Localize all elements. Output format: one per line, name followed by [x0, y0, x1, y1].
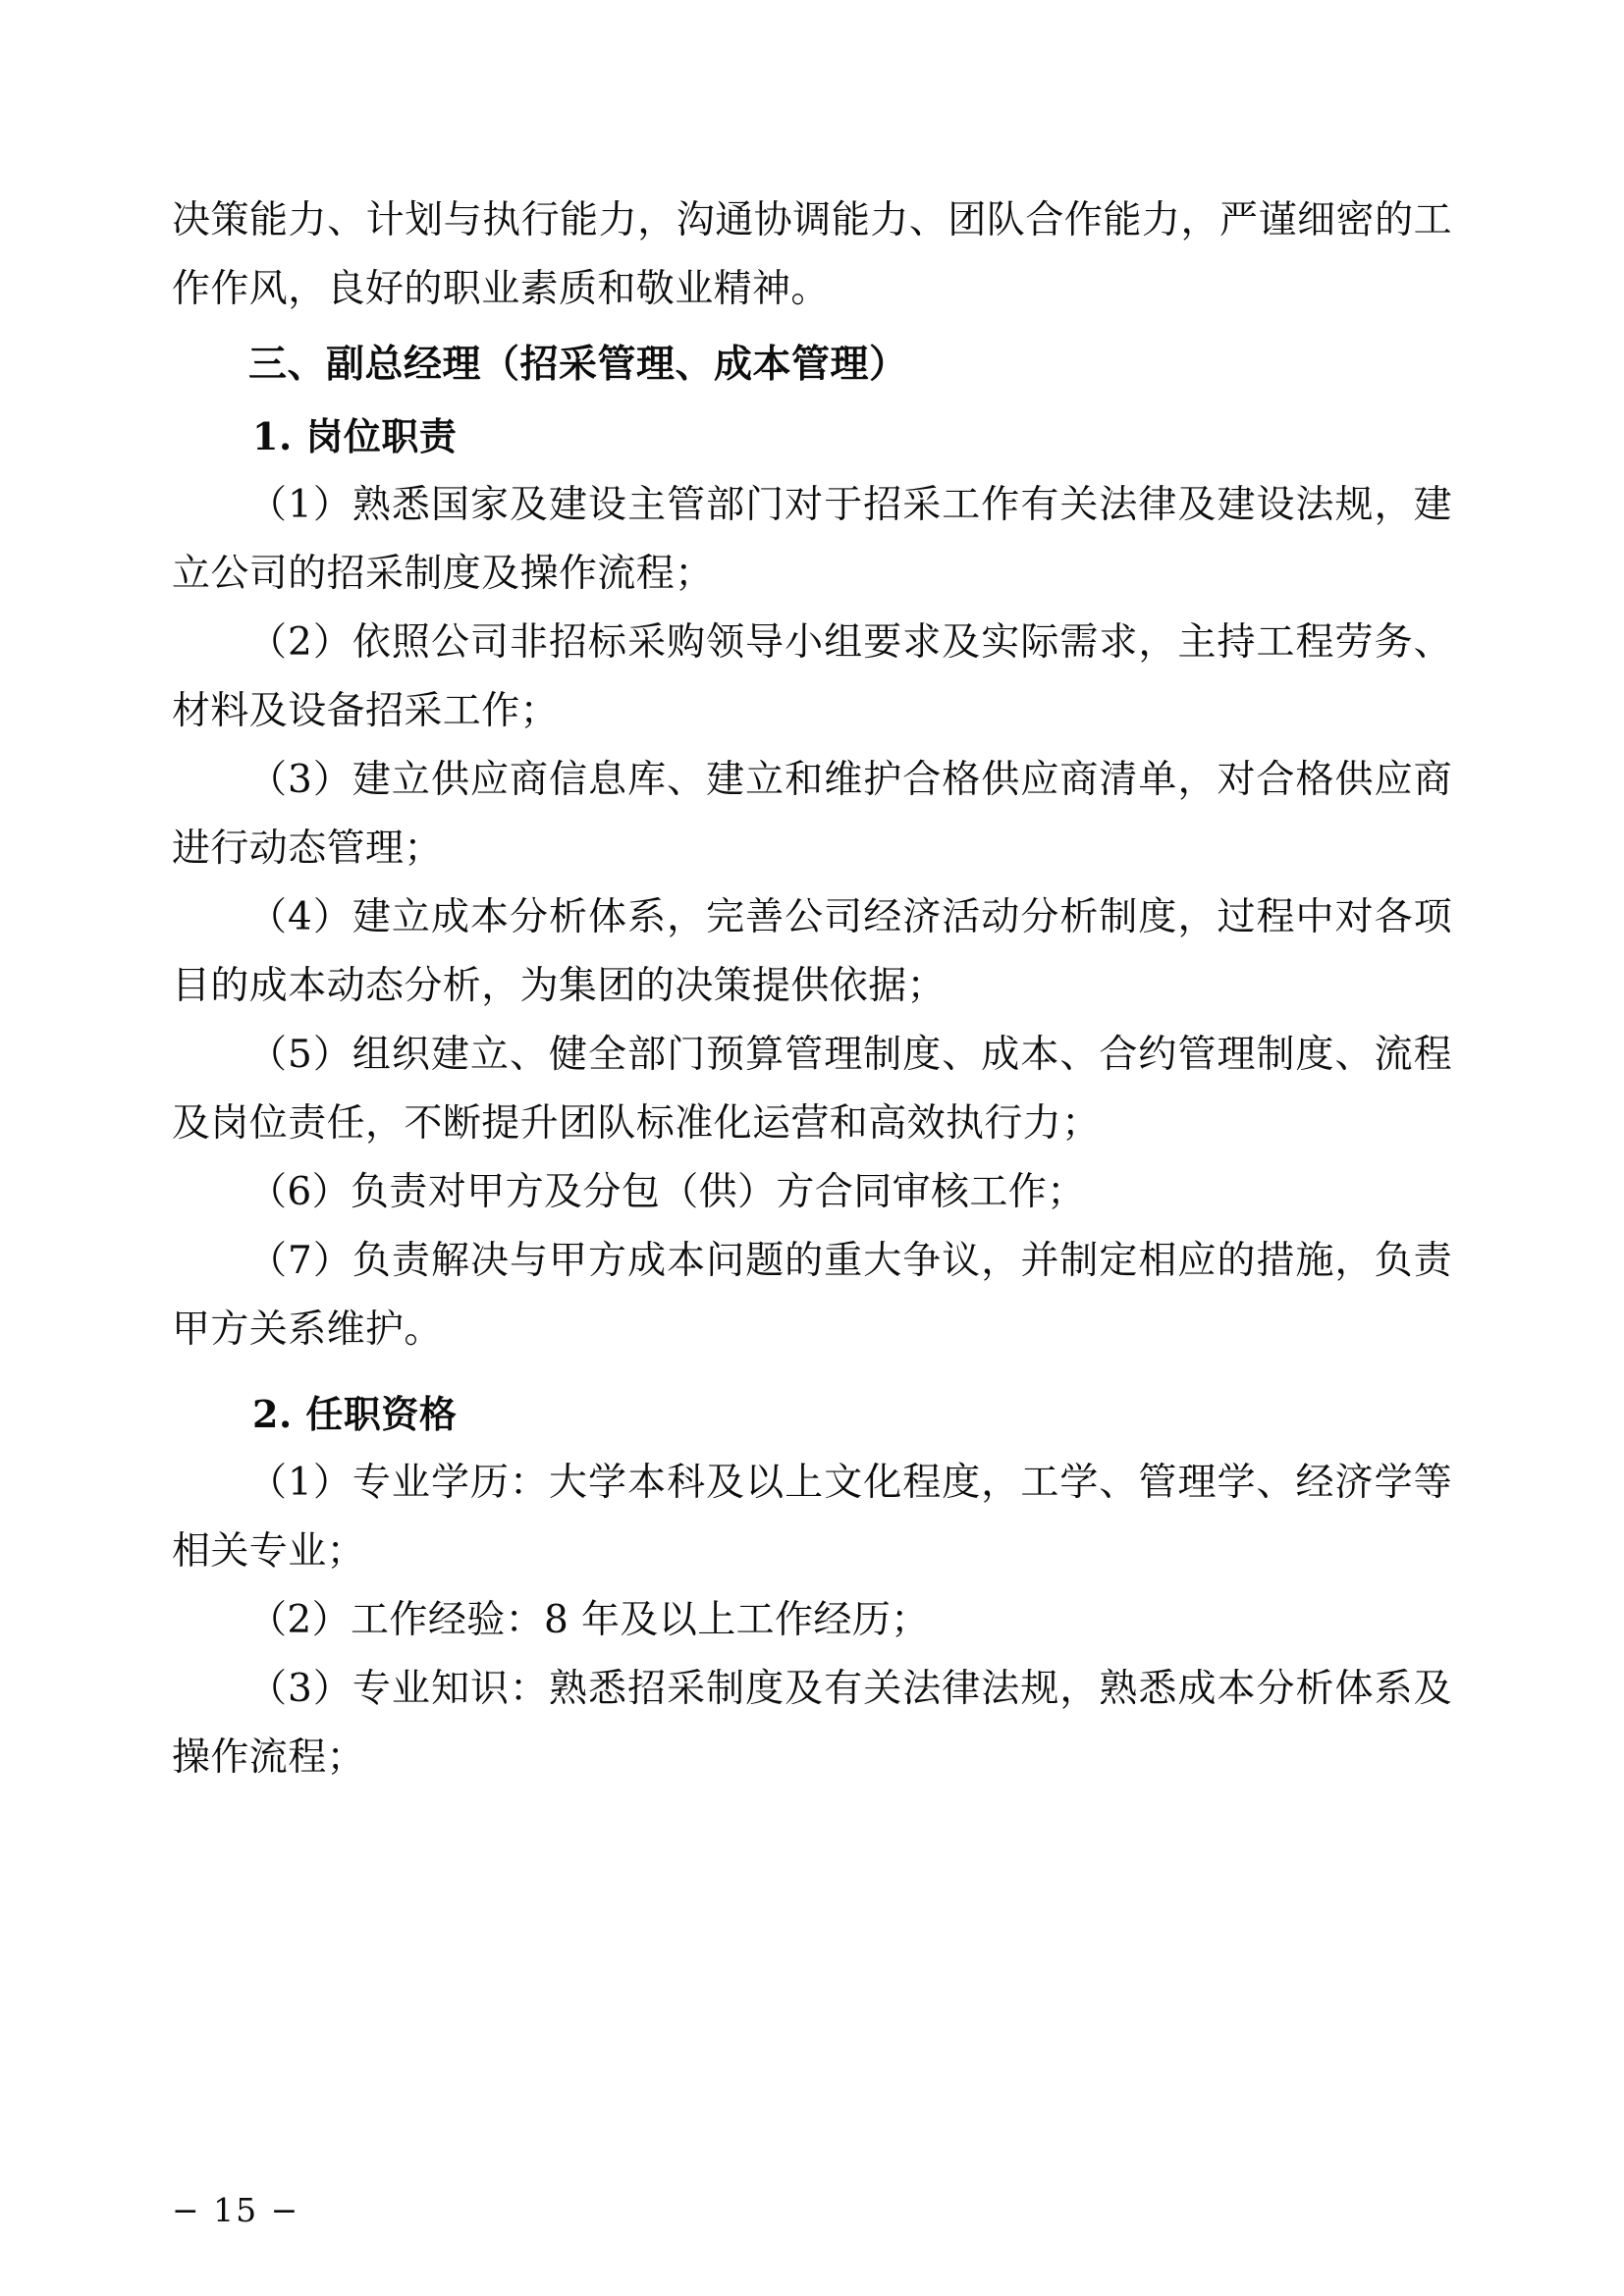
subsection-heading-qualifications: 2. 任职资格	[252, 1392, 458, 1436]
subsection-heading-duties: 1. 岗位职责	[252, 414, 458, 458]
qualification-item-1: （1）专业学历：大学本科及以上文化程度，工学、管理学、经济学等相关专业；	[172, 1461, 1452, 1574]
duty-item-4: （4）建立成本分析体系，完善公司经济活动分析制度，过程中对各项目的成本动态分析，为集团的决策提供依据；	[172, 895, 1452, 1008]
qualification-item-3: （3）专业知识：熟悉招采制度及有关法律法规，熟悉成本分析体系及操作流程；	[172, 1667, 1452, 1780]
qualification-item-2: （2）工作经验：8 年及以上工作经历；	[248, 1598, 930, 1642]
duty-item-7: （7）负责解决与甲方成本问题的重大争议，并制定相应的措施，负责甲方关系维护。	[172, 1239, 1452, 1352]
duty-item-1: （1）熟悉国家及建设主管部门对于招采工作有关法律及建设法规，建立公司的招采制度及操作流程；	[172, 483, 1452, 596]
duty-item-6: （6）负责对甲方及分包（供）方合同审核工作；	[248, 1170, 1086, 1214]
section-heading-three: 三、副总经理（招采管理、成本管理）	[248, 343, 908, 387]
page-number: − 15 −	[172, 2191, 300, 2229]
paragraph-continuation: 决策能力、计划与执行能力，沟通协调能力、团队合作能力，严谨细密的工作作风，良好的职业素质和敬业精神。	[172, 198, 1452, 311]
duty-item-2: （2）依照公司非招标采购领导小组要求及实际需求，主持工程劳务、材料及设备招采工作；	[172, 620, 1452, 733]
duty-item-5: （5）组织建立、健全部门预算管理制度、成本、合约管理制度、流程及岗位责任，不断提升团队标准化运营和高效执行力；	[172, 1033, 1452, 1146]
duty-item-3: （3）建立供应商信息库、建立和维护合格供应商清单，对合格供应商进行动态管理；	[172, 758, 1452, 871]
